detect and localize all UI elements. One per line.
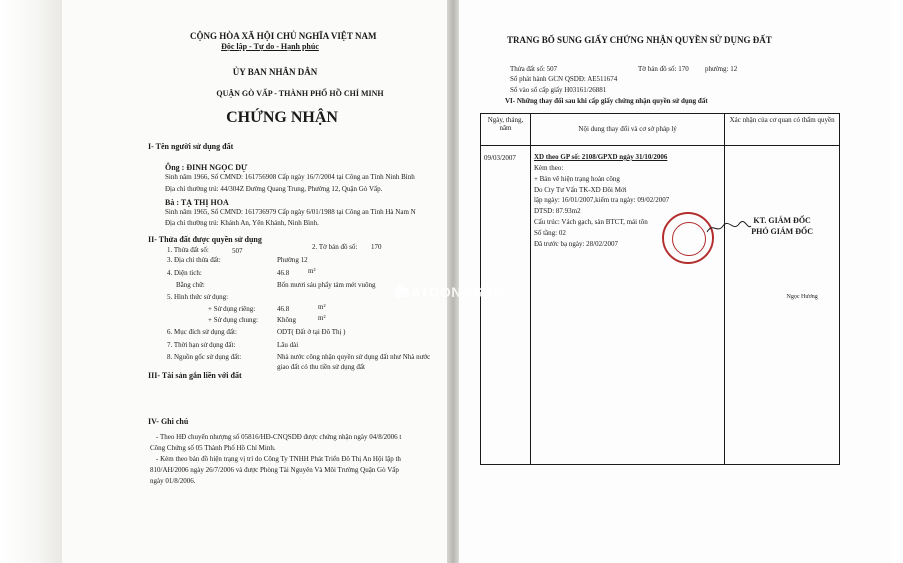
change-content-line: lập ngày: 16/01/2007,kiểm tra ngày: 09/02/2007: [533, 196, 670, 205]
private-use-unit: m²: [318, 303, 326, 311]
section6-heading: VI- Những thay đổi sau khi cấp giấy chứng nhận quyền sử dụng đất: [505, 97, 708, 105]
note2-line3: ngày 01/8/2006.: [150, 477, 196, 485]
signer-name: Ngọc Hương: [786, 294, 818, 300]
change-content-line: + Bản vẽ hiện trạng hoàn công: [533, 174, 620, 183]
committee-name: ỦY BAN NHÂN DÂN: [232, 67, 318, 77]
change-content-line: DTSD: 87.93m2: [533, 207, 581, 216]
area-label: 4. Diện tích:: [167, 269, 202, 277]
note2-line2: 810/AH/2006 ngày 26/7/2006 và được Phòng Tài Nguyên Và Môi Trường Quận Gò Vấp: [150, 466, 399, 474]
change-content-line: Do Cty Tư Vấn TK-XD Đôi Mới: [533, 185, 627, 194]
authority-confirmation: [725, 146, 840, 465]
change-content-line: Số tầng: 02: [533, 228, 566, 237]
use-term-value: Lâu dài: [277, 341, 299, 349]
area-value: 46.8: [277, 269, 290, 277]
table-row: [481, 146, 840, 465]
shared-use-label: + Sử dụng chung:: [208, 316, 258, 324]
person2-name: Bà : TẠ THỊ HOA: [165, 198, 229, 207]
use-term-label: 7. Thời hạn sử dụng đất:: [167, 341, 236, 349]
section4-heading: IV- Ghi chú: [148, 417, 189, 426]
supplement-title: TRANG BỔ SUNG GIẤY CHỨNG NHẬN QUYỀN SỬ DỤNG ĐẤT: [507, 35, 772, 45]
person2-id: Sinh năm 1965, Số CMND: 161736979 Cấp ngày 6/01/1988 tại Công an Tỉnh Hà Nam N: [165, 208, 416, 216]
country-name: CỘNG HÒA XÃ HỘI CHỦ NGHĨA VIỆT NAM: [190, 31, 377, 41]
plot-number: Thửa đất số: 507: [510, 65, 558, 73]
person2-address: Địa chỉ thường trú: Khánh An, Yên Khánh, Ninh Bình.: [165, 219, 319, 227]
land-origin-value-line1: Nhà nước công nhận quyền sử dụng đất như Nhà nước: [277, 353, 431, 361]
shared-use-unit: m²: [318, 314, 326, 322]
page-edge-shadow: [0, 0, 62, 563]
signature-icon: [705, 220, 753, 236]
gcn-number: Số phát hành GCN QSDĐ: AE511674: [510, 75, 618, 83]
area-words-label: Bằng chữ:: [176, 281, 205, 289]
watermark-text: BATDONGSAN: [400, 284, 505, 300]
motto: Độc lập - Tự do - Hạnh phúc: [221, 42, 319, 51]
changes-table: [480, 113, 840, 465]
person1-id: Sinh năm 1966, Số CMND: 161756908 Cấp ngày 16/7/2004 tại Công an Tỉnh Ninh Bình: [165, 173, 415, 181]
map-number-label: 2. Tờ bản đồ số:: [312, 243, 358, 251]
plot-number-value: 507: [232, 247, 243, 255]
note1-line1: - Theo HĐ chuyển nhượng số 05816/HĐ-CNQSDĐ được chứng nhận ngày 04/8/2006 t: [156, 433, 402, 441]
land-purpose-label: 6. Mục đích sử dụng đất:: [167, 328, 237, 336]
confirm-line1: KT. GIÁM ĐỐC: [753, 216, 811, 225]
ward: phường: 12: [705, 65, 738, 73]
section1-heading: I- Tên người sử dụng đất: [148, 142, 234, 151]
private-use-value: 46.8: [277, 305, 290, 313]
change-content-line: XD theo GP số: 2108/GPXD ngày 31/10/2006: [533, 153, 668, 161]
change-content: [530, 146, 724, 465]
certificate-title: CHỨNG NHẬN: [226, 109, 338, 126]
content-column-header: Nội dung thay đổi và cơ sở pháp lý: [530, 114, 724, 146]
person1-name: Ông : ĐINH NGỌC DỰ: [165, 163, 248, 172]
confirm-line2: PHÓ GIÁM ĐỐC: [751, 227, 813, 236]
change-date-value: 09/03/2007: [484, 154, 516, 162]
map-number: Tờ bản đồ số: 170: [638, 65, 689, 73]
section3-heading: III- Tài sản gắn liền với đất: [148, 371, 242, 380]
usage-form-label: 5. Hình thức sử dụng:: [167, 293, 229, 301]
register-number: Số vào sổ cấp giấy H03161/26881: [510, 86, 607, 94]
shared-use-value: Không: [277, 316, 297, 324]
area-words-value: Bốn mươi sáu phẩy tám mét vuông: [277, 281, 376, 289]
note1-line2: Công Chứng số 05 Thành Phố Hồ Chí Minh.: [150, 444, 276, 452]
district-name: QUẬN GÒ VẤP - THÀNH PHỐ HỒ CHÍ MINH: [216, 89, 384, 98]
person1-address: Địa chỉ thường trú: 44/304Z Đường Quang Trung, Phường 12, Quận Gò Vấp.: [165, 185, 383, 193]
change-content-line: Kèm theo:: [533, 163, 564, 172]
land-origin-value-line2: giao đất có thu tiền sử dụng đất: [277, 363, 365, 371]
change-content-line: Đã trước bạ ngày: 28/02/2007: [533, 239, 619, 248]
land-purpose-value: ODT( Đất ở tại Đô Thị ): [277, 328, 346, 336]
plot-address-label: 3. Địa chỉ thửa đất:: [167, 256, 221, 264]
confirm-column-header: Xác nhận của cơ quan có thẩm quyền: [725, 114, 840, 146]
plot-address-value: Phường 12: [277, 256, 308, 264]
plot-number-label: 1. Thửa đất số:: [167, 246, 209, 254]
land-origin-label: 8. Nguồn gốc sử dụng đất:: [167, 353, 242, 361]
area-unit: m²: [308, 267, 316, 275]
section2-heading: II- Thửa đất được quyền sử dụng: [148, 235, 262, 244]
note2-line1: - Kèm theo bản đồ hiện trạng vị trí do Công Ty TNHH Phát Triển Đô Thị An Hội lập th: [156, 455, 401, 463]
table-header-row: [481, 114, 840, 146]
date-column-header: Ngày, tháng, năm: [481, 114, 531, 146]
map-number-value: 170: [371, 243, 382, 251]
change-content-line: Cấu trúc: Vách gạch, sàn BTCT, mái tôn: [533, 218, 648, 227]
private-use-label: + Sử dụng riêng:: [208, 305, 256, 313]
stamp-inner-ring: [672, 222, 706, 256]
